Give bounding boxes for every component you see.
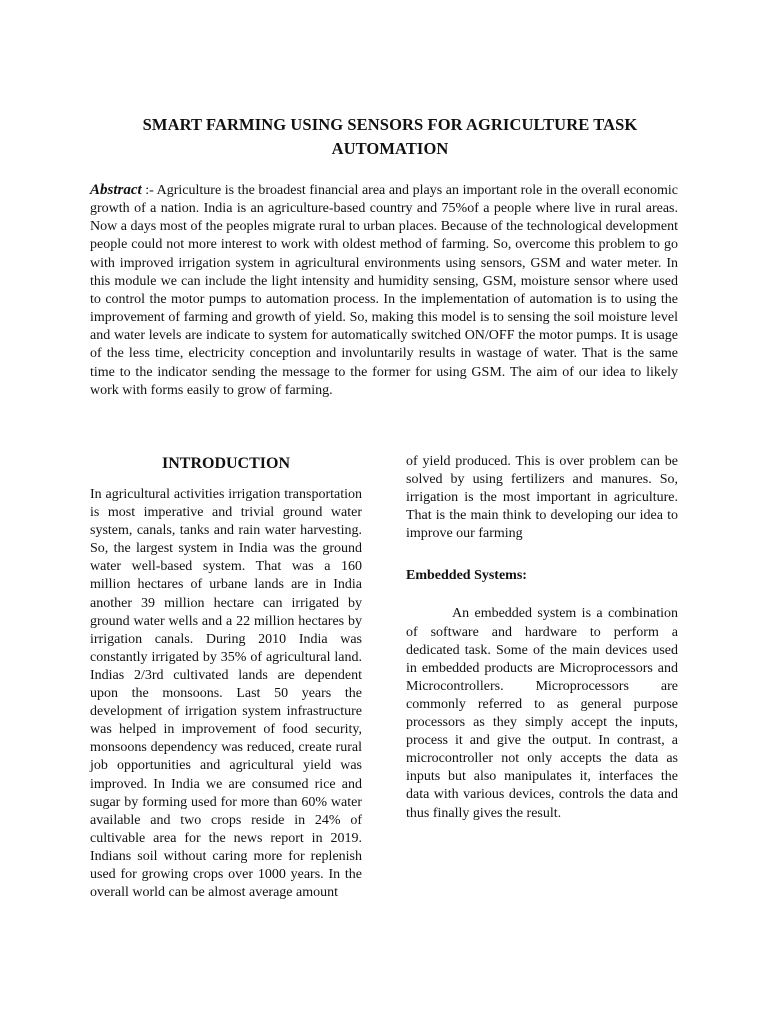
- title-line-1: SMART FARMING USING SENSORS FOR AGRICULTURE TASK: [142, 115, 638, 134]
- paper-title: [110, 113, 670, 161]
- title-line-2: AUTOMATION: [331, 139, 449, 158]
- right-column: [406, 453, 678, 823]
- embedded-systems-heading: Embedded Systems:: [406, 568, 527, 584]
- left-column: [90, 452, 362, 902]
- abstract-section: [90, 181, 678, 400]
- introduction-heading: INTRODUCTION: [161, 455, 290, 472]
- abstract-label: Abstract: [90, 182, 142, 198]
- abstract-text: :- Agriculture is the broadest financial area and plays an important role in the overall economic growth of a nation. India is an agriculture-based country and 75%of a people where live in rural areas. Now a days most of the peoples migrate rural to urban places. Because of the technological development people could not more interest to work with oldest method of farming. So, overcome this problem to go with improved irrigation system in agricultural environments using sensors, GSM and water meter. In this module we can include the light intensity and humidity sensing, GSM, moisture sensor where used to control the motor pumps to automation process. In the implementation of automation is to using the improvement of farming and growth of yield. So, making this model is to sensing the soil moisture level and water levels are indicate to system for automatically switched ON/OFF the motor pumps. It is usage of the less time, electricity conception and involuntarily results in wastage of water. That is the same time to the indicator sending the message to the former for using GSM. The aim of our idea to likely work with forms easily to grow of farming.: [90, 183, 678, 398]
- embedded-systems-text: An embedded system is a combination of software and hardware to perform a dedicated task. Some of the main devices used in embedded products are Microprocessors and Microcontrollers. Microprocessors are commonly referred to as general purpose processors as they simply accept the inputs, process it and give the output. In contrast, a microcontroller not only accepts the data as inputs but also manipulates it, interfaces the data with various devices, controls the data and thus finally gives the result.: [406, 606, 678, 821]
- introduction-continuation: of yield produced. This is over problem can be solved by using fertilizers and manures. So, irrigation is the most important in agriculture. That is the main think to developing our idea to improve our farming: [406, 454, 678, 542]
- introduction-text: In agricultural activities irrigation transportation is most imperative and trivial ground water system, canals, tanks and rain water harvesting. So, the largest system in India was the ground water well-based system. That was a 160 million hectares of urbane lands are in India another 39 million hectare can irrigated by ground water wells and a 22 million hectares by irrigation canals. During 2010 India was constantly irrigated by 35% of agricultural land. Indias 2/3rd cultivated lands are dependent upon the monsoons. Last 50 years the development of irrigation system infrastructure was helped in improvement of food security, monsoons dependency was reduced, create rural job opportunities and agricultural yield was improved. In India we are consumed rice and sugar by forming used for more than 60% water available and two crops reside in 24% of cultivable area for the news report in 2019. Indians soil without caring more for replenish used for growing crops over 1000 years. In the overall world can be almost average amount: [90, 487, 362, 901]
